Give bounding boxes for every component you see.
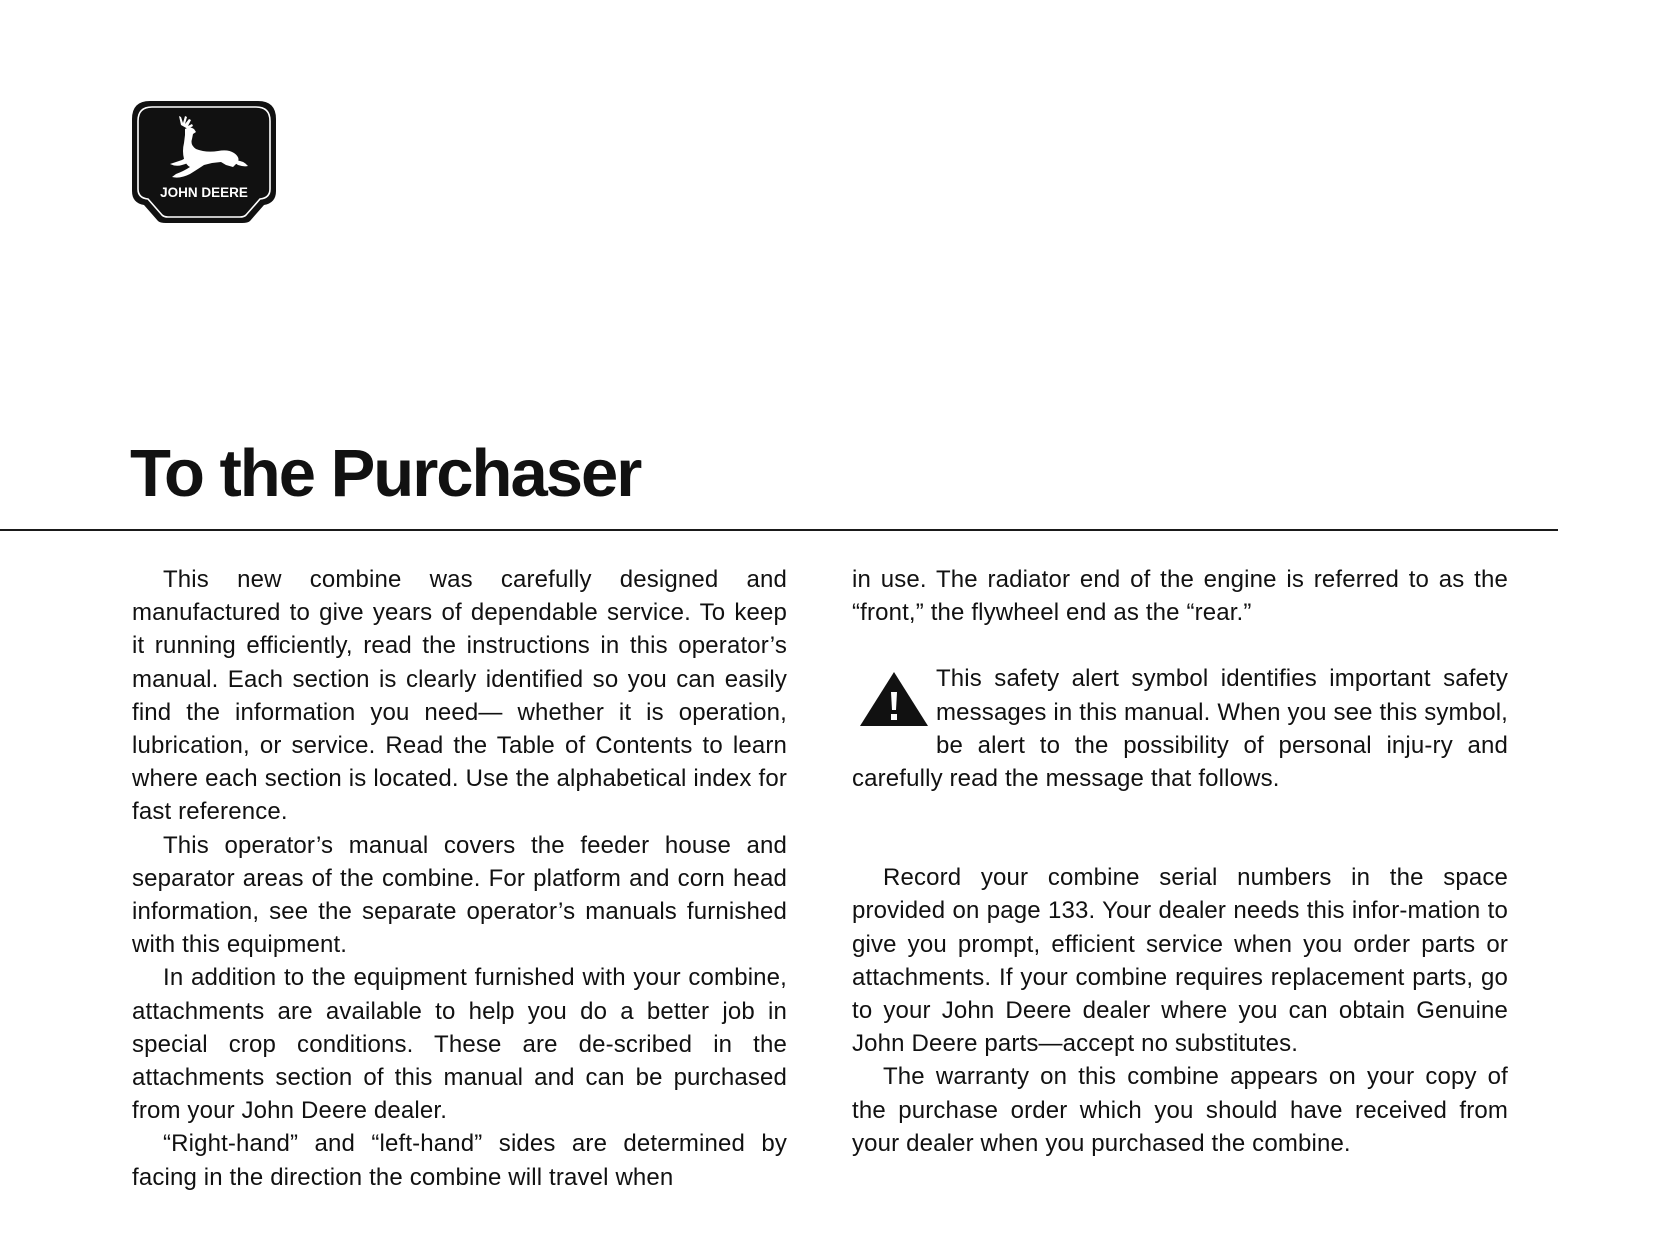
john-deere-logo (132, 101, 276, 223)
sides-paragraph: “Right-hand” and “left-hand” sides are determined by facing in the direction the combine will travel when (132, 1130, 787, 1191)
page-title: To the Purchaser (130, 436, 641, 511)
serial-numbers-paragraph: Record your combine serial numbers in the space provided on page 133. Your dealer needs this infor-mation to give you prompt, efficient service when you order parts or attachments. If your combine requires replacement parts, go to your John Deere dealer where you can obtain Genuine John Deere parts—accept no substitutes. (852, 864, 1508, 1058)
safety-alert-paragraph (852, 662, 1508, 795)
safety-alert-icon (858, 670, 930, 730)
spacer (852, 828, 1508, 861)
sides-continuation-paragraph: in use. The radiator end of the engine is referred to as the “front,” the flywheel end as the “rear.” (852, 566, 1508, 627)
left-column (132, 563, 787, 1194)
attachments-paragraph: In addition to the equipment furnished with your combine, attachments are available to help you do a better job in special crop conditions. These are de-scribed in the attachments section of this manual and can be purchased from your John Deere dealer. (132, 964, 787, 1125)
logo-brand-text: JOHN DEERE (160, 185, 248, 200)
spacer (852, 629, 1508, 662)
coverage-paragraph: This operator’s manual covers the feeder house and separator areas of the combine. For platform and corn head information, see the separate operator’s manuals furnished with this equipment. (132, 831, 787, 959)
warranty-paragraph: The warranty on this combine appears on your copy of the purchase order which you should have received from your dealer when you purchased the combine. (852, 1063, 1508, 1157)
right-column (852, 563, 1508, 1160)
intro-paragraph: This new combine was carefully designed and manufactured to give years of dependable service. To keep it running efficiently, read the instructions in this operator’s manual. Each section is clearly identified so you can easily find the information you need— whether it is operation, lubrication, or service. Read the Table of Contents to learn where each section is located. Use the alphabetical index for fast reference. (132, 566, 787, 826)
title-divider (0, 529, 1558, 531)
safety-alert-text: This safety alert symbol identifies important safety messages in this manual. When you see this symbol, be alert to the possibility of personal inju-ry and carefully read the message that follows. (852, 665, 1508, 793)
spacer (852, 795, 1508, 828)
